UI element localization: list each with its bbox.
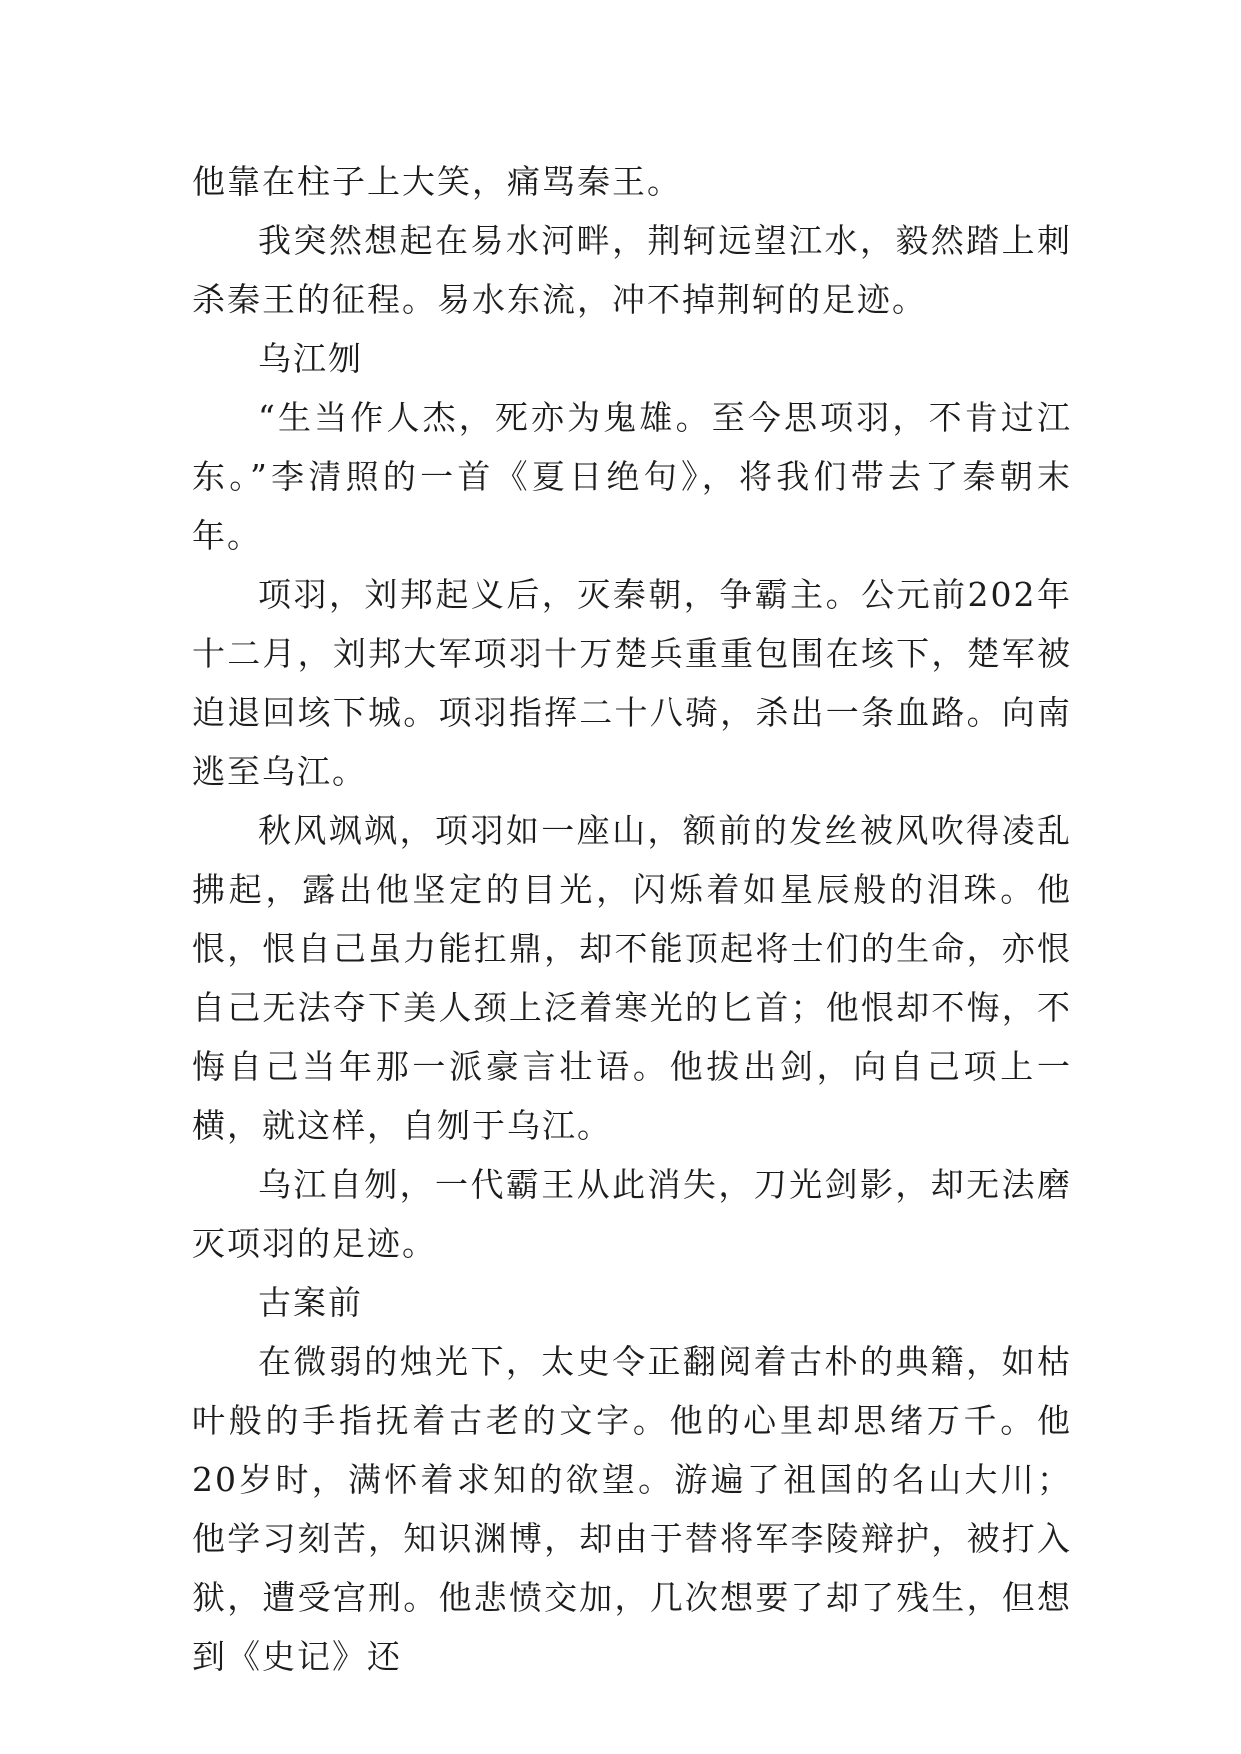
paragraph-continuation: 他靠在柱子上大笑，痛骂秦王。 (192, 162, 682, 201)
paragraph-xiangyu-history: 项羽，刘邦起义后，灭秦朝，争霸主。公元前202年十二月，刘邦大军项羽十万楚兵重重包围在垓下，楚军被迫退回垓下城。项羽指挥二十八骑，杀出一条血路。向南逃至乌江。 (192, 575, 1072, 791)
paragraph-wujiang-conclusion: 乌江自刎，一代霸王从此消失，刀光剑影，却无法磨灭项羽的足迹。 (192, 1165, 1072, 1263)
paragraph-jingke: 我突然想起在易水河畔，荆轲远望江水，毅然踏上刺杀秦王的征程。易水东流，冲不掉荆轲的足迹。 (192, 221, 1072, 319)
document-body (192, 152, 1072, 1686)
section-heading-wujiang: 乌江刎 (258, 339, 363, 378)
paragraph-taishiling: 在微弱的烛光下，太史令正翻阅着古朴的典籍，如枯叶般的手指抚着古老的文字。他的心里却思绪万千。他20岁时，满怀着求知的欲望。游遍了祖国的名山大川；他学习刻苦，知识渊博，却由于替将军李陵辩护，被打入狱，遭受宫刑。他悲愤交加，几次想要了却了残生，但想到《史记》还 (192, 1342, 1072, 1676)
paragraph-poem-quote: “生当作人杰，死亦为鬼雄。至今思项羽，不肯过江东。”李清照的一首《夏日绝句》，将我们带去了秦朝末年。 (192, 398, 1072, 555)
section-heading-guanqian: 古案前 (258, 1283, 363, 1322)
paragraph-autumn-wind: 秋风飒飒，项羽如一座山，额前的发丝被风吹得凌乱拂起，露出他坚定的目光，闪烁着如星辰般的泪珠。他恨，恨自己虽力能扛鼎，却不能顶起将士们的生命，亦恨自己无法夺下美人颈上泛着寒光的匕首；他恨却不悔，不悔自己当年那一派豪言壮语。他拔出剑，向自己项上一横，就这样，自刎于乌江。 (192, 811, 1072, 1145)
